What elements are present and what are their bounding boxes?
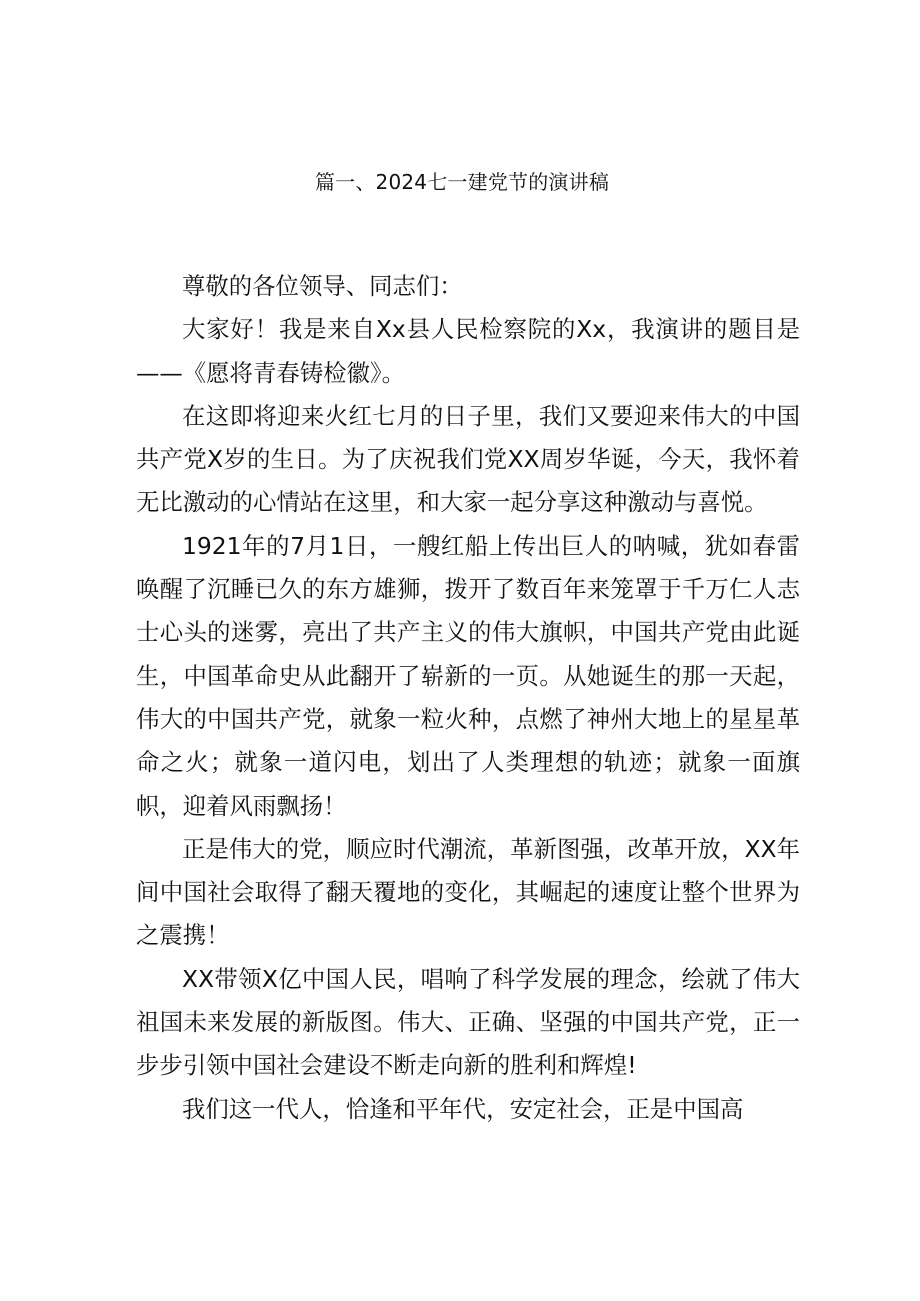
paragraph-greeting: 大家好！我是来自Xx县人民检察院的Xx，我演讲的题目是——《愿将青春铸检徽》。 bbox=[136, 315, 800, 387]
paragraph-reform: 正是伟大的党，顺应时代潮流，革新图强，改革开放，XX年间中国社会取得了翻天覆地的变化，其崛起的速度让整个世界为之震携！ bbox=[136, 834, 800, 950]
paragraph-leadership: XX带领X亿中国人民，唱响了科学发展的理念，绘就了伟大祖国未来发展的新版图。伟大、正确、坚强的中国共产党，正一步步引领中国社会建设不断走向新的胜利和辉煌! bbox=[136, 964, 800, 1080]
paragraph-generation: 我们这一代人，恰逢和平年代，安定社会，正是中国高 bbox=[182, 1094, 744, 1123]
paragraph-1921-history: 1921年的7月1日，一艘红船上传出巨人的呐喊，犹如春雷唤醒了沉睡已久的东方雄狮，拨开了数百年来笼罩于千万仁人志士心头的迷雾，亮出了共产主义的伟大旗帜，中国共产党由此诞生，中国革命史从此翻开了崭新的一页。从她诞生的那一天起，伟大的中国共产党，就象一粒火种，点燃了神州大地上的星星革命之火；就象一道闪电，划出了人类理想的轨迹；就象一面旗帜，迎着风雨飘扬！ bbox=[136, 531, 800, 820]
paragraph-salutation: 尊敬的各位领导、同志们： bbox=[182, 272, 463, 300]
document-body bbox=[136, 265, 800, 1131]
document-title: 篇一、2024七一建党节的演讲稿 bbox=[314, 170, 610, 194]
paragraph-july-intro: 在这即将迎来火红七月的日子里，我们又要迎来伟大的中国共产党X岁的生日。为了庆祝我们党XX周岁华诞，今天，我怀着无比激动的心情站在这里，和大家一起分享这种激动与喜悦。 bbox=[136, 401, 800, 517]
